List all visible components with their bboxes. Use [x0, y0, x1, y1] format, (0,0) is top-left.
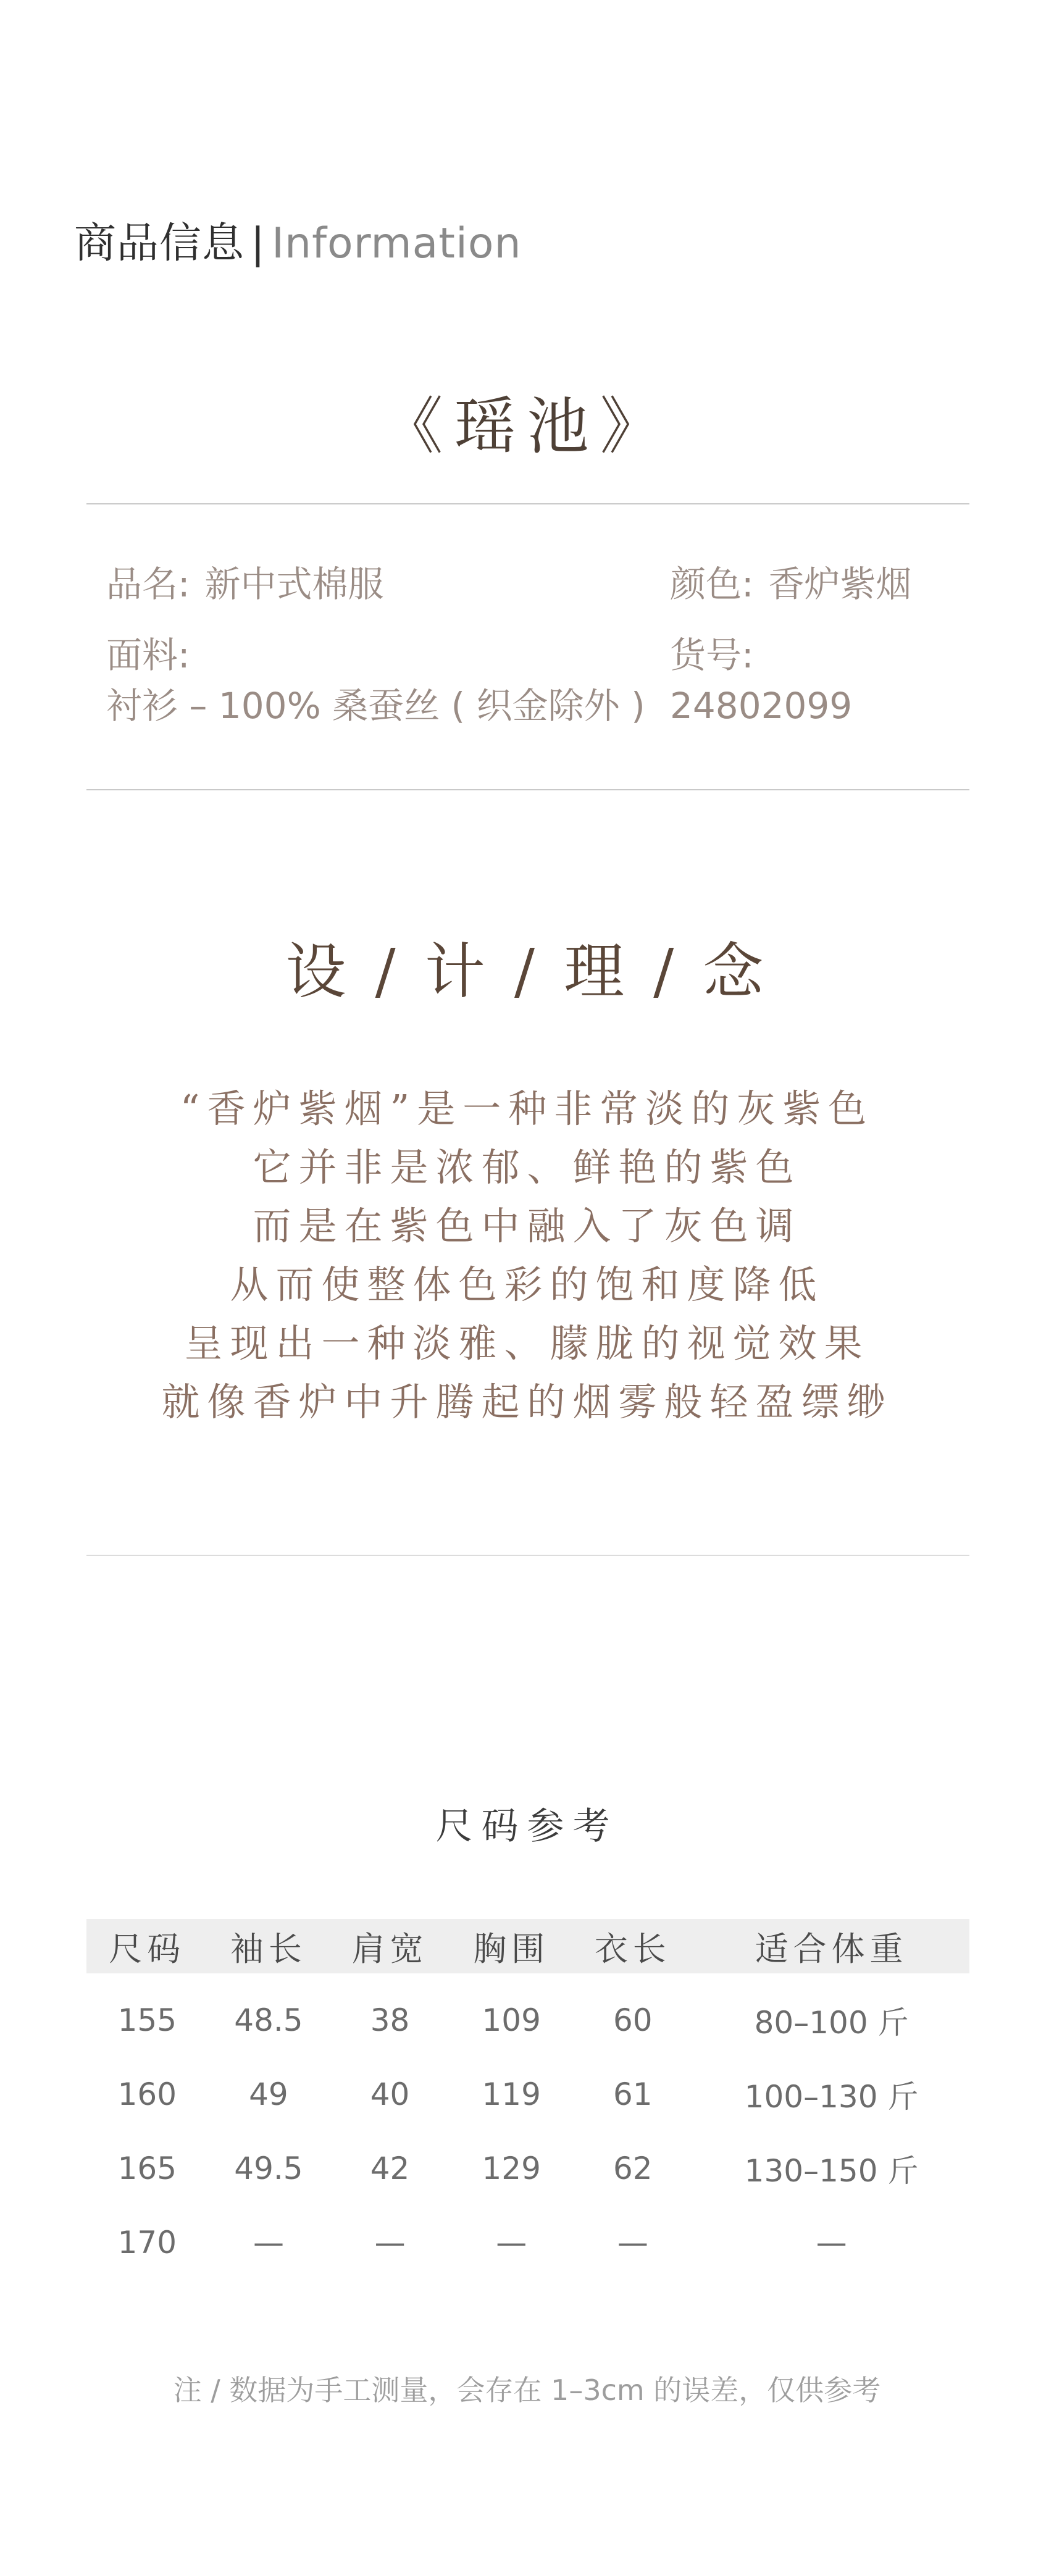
section-header — [74, 210, 522, 270]
info-name-value: 新中式棉服 — [204, 563, 384, 605]
table-cell: 42 — [370, 2151, 410, 2186]
table-cell: 80–100 斤 — [754, 2005, 909, 2041]
table-cell: 48.5 — [234, 2002, 303, 2038]
size-table-header: 尺码 — [86, 1919, 208, 1973]
size-table-header: 适合体重 — [693, 1919, 969, 1973]
header-separator: | — [251, 219, 266, 268]
design-line: 它并非是浓郁、鲜艳的紫色 — [253, 1145, 801, 1190]
size-table-header: 衣长 — [572, 1919, 694, 1973]
table-cell: — — [816, 2225, 847, 2260]
design-concept-title: 设 / 计 / 理 / 念 — [285, 937, 769, 1007]
divider — [86, 789, 969, 790]
info-color — [670, 559, 912, 609]
table-row — [86, 1973, 969, 2057]
design-line: “香炉紫烟”是一种非常淡的灰紫色 — [180, 1086, 874, 1131]
table-cell: — — [496, 2225, 527, 2260]
size-table-header: 肩宽 — [329, 1919, 451, 1973]
table-cell: — — [253, 2225, 284, 2260]
info-fabric — [106, 630, 645, 731]
size-table-header-row — [86, 1919, 969, 1973]
measurement-note: 注 / 数据为手工测量，会存在 1–3cm 的误差，仅供参考 — [173, 2373, 881, 2407]
table-cell: 60 — [613, 2002, 653, 2038]
table-cell: 109 — [482, 2002, 541, 2038]
divider — [86, 503, 969, 504]
table-cell: 100–130 斤 — [744, 2079, 919, 2115]
table-cell: 62 — [613, 2151, 653, 2186]
info-sku-label: 货号: — [670, 634, 754, 676]
size-table-header: 袖长 — [208, 1919, 330, 1973]
table-cell: 119 — [482, 2076, 541, 2112]
table-cell: 165 — [117, 2151, 177, 2186]
table-cell: 155 — [117, 2002, 177, 2038]
info-fabric-label: 面料: — [106, 634, 190, 676]
info-color-value: 香炉紫烟 — [768, 563, 912, 605]
size-table — [86, 1919, 969, 2280]
table-row — [86, 2206, 969, 2280]
table-cell: — — [374, 2225, 406, 2260]
table-cell: 49 — [249, 2076, 288, 2112]
table-cell: — — [617, 2225, 648, 2260]
design-line: 呈现出一种淡雅、朦胧的视觉效果 — [184, 1321, 870, 1366]
design-concept-text — [0, 1079, 1054, 1431]
table-row — [86, 2131, 969, 2206]
table-cell: 40 — [370, 2076, 410, 2112]
info-fabric-value: 衬衫 – 100% 桑蚕丝 ( 织金除外 ) — [106, 685, 645, 727]
design-line: 从而使整体色彩的饱和度降低 — [230, 1262, 824, 1307]
info-color-label: 颜色: — [670, 563, 754, 605]
table-cell: 38 — [370, 2002, 410, 2038]
table-cell: 49.5 — [234, 2151, 303, 2186]
table-cell: 170 — [117, 2225, 177, 2260]
table-row — [86, 2057, 969, 2131]
table-cell: 129 — [482, 2151, 541, 2186]
product-title: 《瑶池》 — [381, 390, 673, 462]
divider — [86, 1555, 969, 1556]
table-cell: 160 — [117, 2076, 177, 2112]
info-sku-value: 24802099 — [670, 685, 853, 727]
info-name-label: 品名: — [106, 563, 190, 605]
header-title-cn: 商品信息 — [74, 219, 245, 268]
table-cell: 61 — [613, 2076, 653, 2112]
design-line: 就像香炉中升腾起的烟雾般轻盈缥缈 — [161, 1379, 893, 1424]
size-chart-title: 尺码参考 — [435, 1805, 619, 1848]
size-table-header: 胸围 — [451, 1919, 572, 1973]
table-cell: 130–150 斤 — [744, 2153, 919, 2189]
header-title-en: Information — [271, 219, 522, 268]
design-line: 而是在紫色中融入了灰色调 — [253, 1203, 801, 1248]
info-sku — [670, 630, 852, 731]
info-name — [106, 559, 384, 609]
